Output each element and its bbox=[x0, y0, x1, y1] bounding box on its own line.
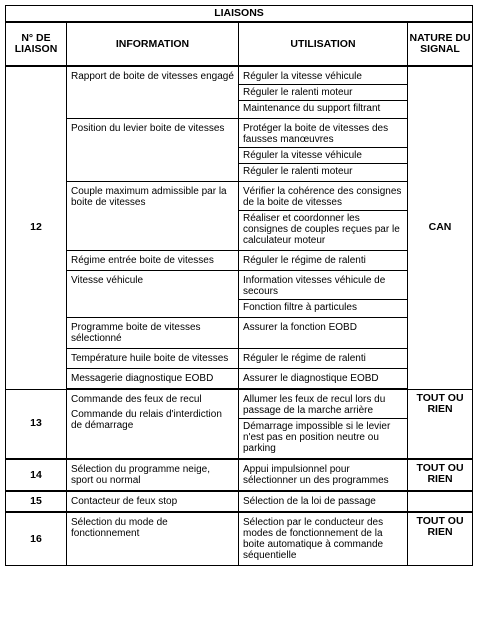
info-cell bbox=[67, 318, 239, 349]
use-cell bbox=[239, 271, 408, 318]
use-text: Réguler le régime de ralenti bbox=[243, 353, 366, 364]
signal-type: TOUT OU RIEN bbox=[408, 459, 473, 491]
info-text: Commande du relais d'interdiction de démarrage bbox=[71, 409, 222, 431]
use-text: Assurer la fonction EOBD bbox=[243, 322, 357, 333]
table-row bbox=[6, 119, 473, 182]
use-text: Protéger la boite de vitesses des fausses manœuvres bbox=[239, 121, 407, 148]
signal-type: TOUT OU RIEN bbox=[408, 389, 473, 459]
info-cell bbox=[67, 459, 239, 491]
liaison-number: 16 bbox=[6, 512, 67, 566]
info-cell bbox=[67, 349, 239, 369]
header-num: N° DE LIAISON bbox=[6, 22, 67, 66]
use-cell bbox=[239, 491, 408, 512]
info-text: Température huile boite de vitesses bbox=[71, 353, 229, 364]
table-row bbox=[6, 349, 473, 369]
info-text: Rapport de boite de vitesses engagé bbox=[71, 71, 234, 82]
info-text: Régime entrée boite de vitesses bbox=[71, 255, 214, 266]
use-text: Maintenance du support filtrant bbox=[243, 103, 381, 114]
table-row bbox=[6, 491, 473, 512]
use-text: Démarrage impossible si le levier n'est pas en position neutre ou parking bbox=[243, 421, 391, 454]
use-cell bbox=[239, 318, 408, 349]
table-row bbox=[6, 459, 473, 491]
use-text: Réguler le ralenti moteur bbox=[243, 166, 353, 177]
use-cell bbox=[239, 182, 408, 251]
info-cell bbox=[67, 66, 239, 119]
info-text: Contacteur de feux stop bbox=[71, 496, 178, 507]
signal-type: TOUT OU RIEN bbox=[408, 512, 473, 566]
liaison-number: 14 bbox=[6, 459, 67, 491]
use-cell bbox=[239, 512, 408, 566]
use-cell bbox=[239, 459, 408, 491]
info-text: Sélection du mode de fonctionnement bbox=[71, 517, 168, 539]
use-text: Allumer les feux de recul lors du passage de la marche arrière bbox=[239, 392, 407, 419]
table-row bbox=[6, 389, 473, 459]
info-cell bbox=[67, 491, 239, 512]
info-cell bbox=[67, 512, 239, 566]
info-text: Vitesse véhicule bbox=[71, 275, 144, 286]
use-cell bbox=[239, 66, 408, 119]
info-cell bbox=[67, 182, 239, 251]
liaison-number: 15 bbox=[6, 491, 67, 512]
table-row bbox=[6, 318, 473, 349]
table-row bbox=[6, 182, 473, 251]
use-text: Réguler le ralenti moteur bbox=[239, 85, 407, 101]
use-text: Réguler la vitesse véhicule bbox=[239, 69, 407, 85]
table-row bbox=[6, 369, 473, 390]
use-cell bbox=[239, 119, 408, 182]
info-cell bbox=[67, 251, 239, 271]
use-cell bbox=[239, 349, 408, 369]
signal-type: CAN bbox=[408, 66, 473, 389]
info-cell bbox=[67, 271, 239, 318]
use-cell bbox=[239, 389, 408, 459]
use-text: Information vitesses véhicule de secours bbox=[239, 273, 407, 300]
info-text: Programme boite de vitesses sélectionné bbox=[71, 322, 201, 344]
info-text: Commande des feux de recul bbox=[71, 394, 202, 405]
table-row bbox=[6, 271, 473, 318]
use-text: Réguler la vitesse véhicule bbox=[239, 148, 407, 164]
header-info: INFORMATION bbox=[67, 22, 239, 66]
use-text: Fonction filtre à particules bbox=[243, 302, 357, 313]
table-row bbox=[6, 251, 473, 271]
table-row bbox=[6, 66, 473, 119]
use-text: Vérifier la cohérence des consignes de la boite de vitesses bbox=[239, 184, 407, 211]
header-signal: NATURE DU SIGNAL bbox=[408, 22, 473, 66]
liaisons-table bbox=[5, 5, 473, 566]
info-cell bbox=[67, 389, 239, 459]
info-text: Couple maximum admissible par la boite de vitesses bbox=[71, 186, 227, 208]
liaison-number: 13 bbox=[6, 389, 67, 459]
table-title: LIAISONS bbox=[6, 6, 473, 23]
info-cell bbox=[67, 119, 239, 182]
liaisons-table-wrapper bbox=[5, 5, 472, 566]
use-text: Assurer le diagnostique EOBD bbox=[243, 373, 379, 384]
header-use: UTILISATION bbox=[239, 22, 408, 66]
use-text: Sélection de la loi de passage bbox=[243, 496, 376, 507]
info-text: Position du levier boite de vitesses bbox=[71, 123, 225, 134]
info-cell bbox=[67, 369, 239, 390]
use-text: Réaliser et coordonner les consignes de couples reçues par le calculateur moteur bbox=[243, 213, 400, 246]
use-text: Sélection par le conducteur des modes de fonctionnement de la boite automatique à commande séquentielle bbox=[243, 517, 384, 561]
signal-type bbox=[408, 491, 473, 512]
use-cell bbox=[239, 251, 408, 271]
use-cell bbox=[239, 369, 408, 390]
info-text: Messagerie diagnostique EOBD bbox=[71, 373, 214, 384]
liaison-number: 12 bbox=[6, 66, 67, 389]
info-text: Sélection du programme neige, sport ou normal bbox=[71, 464, 210, 486]
use-text: Appui impulsionnel pour sélectionner un des programmes bbox=[243, 464, 389, 486]
table-row bbox=[6, 512, 473, 566]
use-text: Réguler le régime de ralenti bbox=[243, 255, 366, 266]
